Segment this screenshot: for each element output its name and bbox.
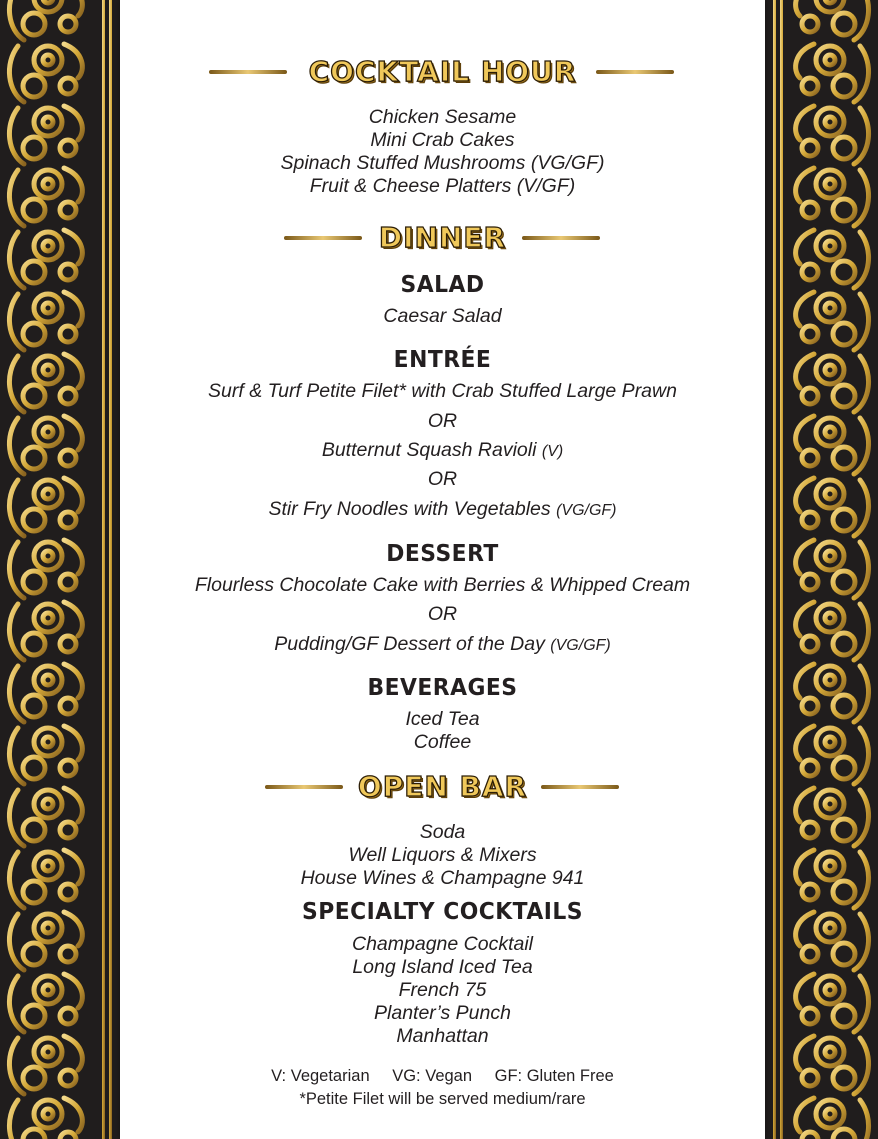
cocktail-hour-banner	[120, 52, 765, 92]
entree-option-2-text: Butternut Squash Ravioli	[321, 439, 537, 461]
entree-option-1: Surf & Turf Petite Filet* with Crab Stuffed Large Prawn	[208, 380, 677, 402]
entree-or-1: OR	[427, 410, 458, 432]
dessert-heading: DESSERT	[386, 541, 499, 567]
specialty-cocktail-item: Long Island Iced Tea	[352, 956, 533, 978]
menu-page	[120, 0, 765, 1139]
legend-gluten-free: GF: Gluten Free	[494, 1067, 614, 1085]
dessert-option-2	[120, 633, 765, 657]
beverage-item: Iced Tea	[405, 708, 480, 730]
dessert-or-1: OR	[427, 603, 458, 625]
entree-heading: ENTRÉE	[393, 347, 492, 373]
left-ornamental-border	[0, 0, 120, 1139]
salad-heading: SALAD	[400, 272, 485, 298]
bar-item: Soda	[419, 821, 466, 843]
entree-option-3-tag: (VG/GF)	[556, 502, 617, 519]
dietary-legend	[120, 1065, 765, 1088]
specialty-cocktail-item: Champagne Cocktail	[351, 933, 533, 955]
legend-vegan: VG: Vegan	[392, 1067, 473, 1085]
dessert-option-1: Flourless Chocolate Cake with Berries & Whipped Cream	[194, 574, 691, 596]
dessert-option-2-tag: (VG/GF)	[550, 637, 611, 654]
legend-vegetarian: V: Vegetarian	[271, 1067, 370, 1085]
cocktail-item: Mini Crab Cakes	[370, 129, 515, 151]
entree-option-3-text: Stir Fry Noodles with Vegetables	[268, 498, 551, 520]
cocktail-item: Spinach Stuffed Mushrooms (VG/GF)	[280, 152, 605, 174]
dinner-title: DINNER	[378, 221, 507, 254]
entree-option-3	[120, 498, 765, 522]
cocktail-item: Fruit & Cheese Platters (V/GF)	[309, 175, 576, 197]
gold-scroll-ornament-icon	[765, 0, 878, 1139]
cocktail-item: Chicken Sesame	[368, 106, 517, 128]
open-bar-title: OPEN BAR	[357, 770, 528, 803]
specialty-cocktail-item: Planter’s Punch	[374, 1002, 511, 1024]
gold-scroll-ornament-icon	[0, 0, 120, 1139]
bar-item: Well Liquors & Mixers	[348, 844, 537, 866]
entree-or-2: OR	[427, 468, 458, 490]
entree-option-2-tag: (V)	[541, 443, 564, 460]
dessert-option-2-text: Pudding/GF Dessert of the Day	[274, 633, 545, 655]
right-ornamental-border	[765, 0, 878, 1139]
specialty-cocktails-heading: SPECIALTY COCKTAILS	[302, 899, 583, 925]
cocktail-hour-title: COCKTAIL HOUR	[308, 55, 577, 88]
filet-note: *Petite Filet will be served medium/rare	[299, 1090, 586, 1108]
salad-item: Caesar Salad	[383, 305, 502, 327]
specialty-cocktail-item: Manhattan	[396, 1025, 489, 1047]
open-bar-banner	[120, 767, 765, 807]
bar-item: House Wines & Champagne 941	[300, 867, 585, 889]
beverage-item: Coffee	[413, 731, 472, 753]
entree-option-2	[120, 439, 765, 463]
specialty-cocktail-item: French 75	[398, 979, 487, 1001]
dinner-banner	[120, 218, 765, 258]
beverages-heading: BEVERAGES	[367, 675, 518, 701]
